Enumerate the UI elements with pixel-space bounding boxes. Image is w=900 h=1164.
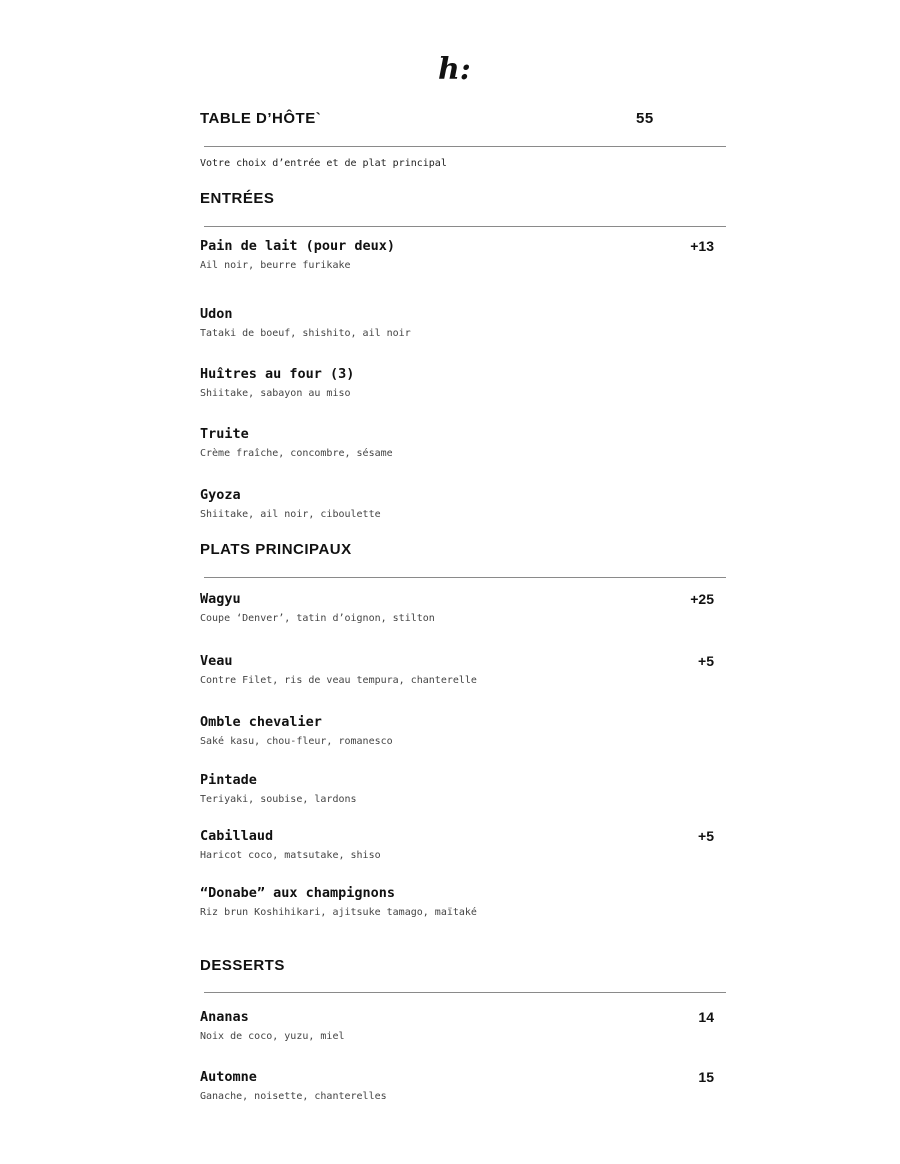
menu-item-description: Riz brun Koshihikari, ajitsuke tamago, maïtaké (200, 907, 477, 918)
table-hote-price: 55 (636, 110, 654, 127)
menu-item-description: Noix de coco, yuzu, miel (200, 1031, 345, 1042)
menu-item-name: Huîtres au four (3) (200, 366, 355, 382)
divider (204, 146, 726, 147)
menu-item-name: Omble chevalier (200, 714, 322, 730)
menu-item-description: Coupe ‘Denver’, tatin d’oignon, stilton (200, 613, 435, 624)
menu-item-price: 15 (698, 1069, 714, 1085)
section-title: ENTRÉES (200, 190, 275, 207)
menu-item-description: Saké kasu, chou-fleur, romanesco (200, 736, 393, 747)
menu-item-description: Haricot coco, matsutake, shiso (200, 850, 381, 861)
menu-item-name: Wagyu (200, 591, 241, 607)
section-title: PLATS PRINCIPAUX (200, 541, 352, 558)
menu-item-name: Ananas (200, 1009, 249, 1025)
menu-item-name: Cabillaud (200, 828, 274, 844)
menu-item-name: Udon (200, 306, 233, 322)
menu-item-description: Contre Filet, ris de veau tempura, chanterelle (200, 675, 477, 686)
menu-item-price: +5 (698, 828, 714, 844)
menu-item-price: 14 (698, 1009, 714, 1025)
menu-item-description: Crème fraîche, concombre, sésame (200, 448, 393, 459)
menu-item-description: Shiitake, ail noir, ciboulette (200, 509, 381, 520)
menu-item-price: +5 (698, 653, 714, 669)
divider (204, 577, 726, 578)
menu-item-name: Pintade (200, 772, 257, 788)
restaurant-logo: h: (438, 52, 471, 87)
menu-item-name: “Donabe” aux champignons (200, 885, 396, 901)
divider (204, 226, 726, 227)
menu-item-description: Teriyaki, soubise, lardons (200, 794, 357, 805)
menu-item-description: Tataki de boeuf, shishito, ail noir (200, 328, 411, 339)
menu-item-name: Gyoza (200, 487, 241, 503)
divider (204, 992, 726, 993)
menu-item-name: Veau (200, 653, 233, 669)
menu-item-description: Ail noir, beurre furikake (200, 260, 351, 271)
menu-item-name: Automne (200, 1069, 257, 1085)
menu-item-name: Pain de lait (pour deux) (200, 238, 396, 254)
menu-item-price: +13 (690, 238, 714, 254)
menu-item-price: +25 (690, 591, 714, 607)
table-hote-title: TABLE D’HÔTE` (200, 110, 322, 127)
menu-item-name: Truite (200, 426, 249, 442)
table-hote-subtitle: Votre choix d’entrée et de plat principal (200, 158, 447, 169)
menu-item-description: Shiitake, sabayon au miso (200, 388, 351, 399)
section-title: DESSERTS (200, 957, 285, 974)
menu-item-description: Ganache, noisette, chanterelles (200, 1091, 387, 1102)
